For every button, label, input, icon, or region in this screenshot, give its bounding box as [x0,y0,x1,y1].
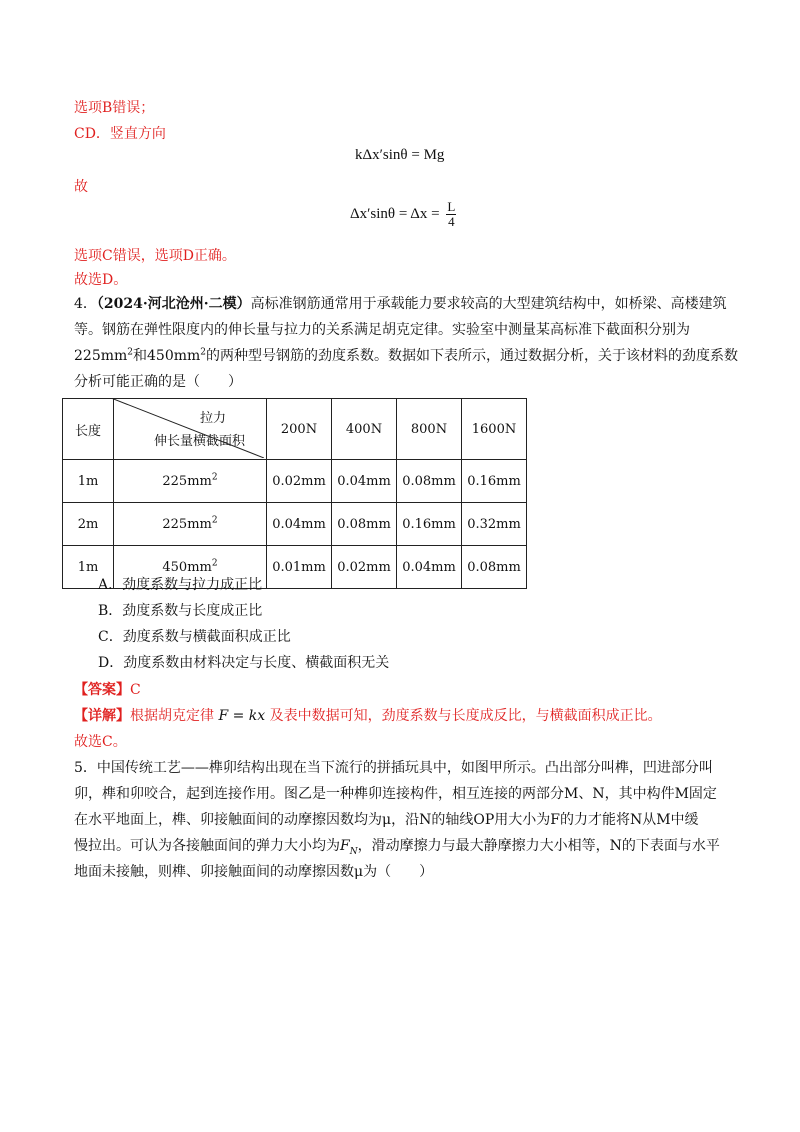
cell-value: 0.02mm [267,460,332,503]
option-cd-result-line: 选项C错误，选项D正确。 [74,248,236,264]
q5-line-4 [74,835,720,857]
cd-vertical-line: CD．竖直方向 [74,126,166,142]
cell-area: $225mm^2$ [114,503,267,546]
header-force-400: 400N [332,399,397,460]
q4-stem-1: 高标准钢筋通常用于承载能力要求较高的大型建筑结构中，如桥梁、高楼建筑 [250,296,727,312]
option-c[interactable]: C．劲度系数与横截面积成正比 [98,629,291,645]
q5-line-4-a: 慢拉出。可认为各接触面间的弹力大小均为 [74,838,340,854]
header-force-1600: 1600N [462,399,527,460]
sup-2: 2 [200,347,207,358]
answer-value: C [130,682,141,698]
cell-value: 0.04mm [332,460,397,503]
cell-value: 0.08mm [397,460,462,503]
detail-text-b: 及表中数据可知，劲度系数与长度成反比，与横截面积成正比。 [269,708,662,724]
area-225: 225mm [74,348,128,364]
cell-area: $225mm^2$ [114,460,267,503]
equation-1: kΔx′sinθ = Mg [355,147,445,163]
cell-value: 0.01mm [267,546,332,589]
cell-area: $450mm^2$ [114,546,267,589]
table-row [63,460,527,503]
option-a[interactable]: A．劲度系数与拉力成正比 [98,577,263,593]
table-row [63,503,527,546]
option-b[interactable]: B．劲度系数与长度成正比 [98,603,263,619]
header-force-800: 800N [397,399,462,460]
cell-value: 0.32mm [462,503,527,546]
fraction-l-over-4 [446,200,456,229]
q4-stem-line-2: 等。钢筋在弹性限度内的伸长量与拉力的关系满足胡克定律。实验室中测量某高标准下截面积分别为 [74,322,690,338]
detail-text-a: 根据胡克定律 [130,708,214,724]
q4-number: 4． [74,296,97,312]
cell-value: 0.08mm [462,546,527,589]
q4-stem-line-4: 分析可能正确的是（ ） [74,374,242,390]
q5-line-4-b: ，滑动摩擦力与最大静摩擦力大小相等，N的下表面与水平 [357,838,720,854]
header-force-200: 200N [267,399,332,460]
q5-line-1: 5．中国传统工艺——榫卯结构出现在当下流行的拼插玩具中，如图甲所示。凸出部分叫榫，凹进部分叫 [74,760,713,776]
header-extension-area: 伸长量横截面积 [154,434,246,449]
q4-stem-line-1 [74,291,727,317]
q4-stem-3: 的两种型号钢筋的劲度系数。数据如下表所示，通过数据分析，关于该材料的劲度系数 [206,348,739,364]
equation-2-left: Δx′sinθ = Δx = [350,205,440,222]
sup-2: 2 [127,347,134,358]
select-d-line: 故选D。 [74,272,128,288]
cell-value: 0.08mm [332,503,397,546]
therefore-line: 故 [74,179,88,195]
q5-line-5: 地面未接触，则榫、卯接触面间的动摩擦因数μ为（ ） [74,864,434,880]
hooke-formula: F = kx [218,708,266,724]
equation-2 [350,200,456,229]
option-b-wrong-line: 选项B错误； [74,100,155,116]
answer-line [74,679,141,699]
header-diagonal-line [111,398,264,458]
fraction-denominator: 4 [448,214,455,229]
q5-line-2: 卯，榫和卯咬合，起到连接作用。图乙是一种榫卯连接构件，相互连接的两部分M、N，其中构件M固定 [74,786,717,802]
answer-tag: 【答案】 [74,682,130,698]
fraction-numerator: L [447,199,456,214]
detail-line [74,705,662,725]
header-length: 长度 [63,399,114,460]
cell-length: 2m [63,503,114,546]
q4-conclusion: 故选C。 [74,734,127,750]
cell-length: 1m [63,460,114,503]
cell-value: 0.16mm [462,460,527,503]
detail-tag: 【详解】 [74,708,130,724]
q5-line-3: 在水平地面上，榫、卯接触面间的动摩擦因数均为μ，沿N的轴线OP用大小为F的力才能将N从M中缓 [74,812,699,828]
cell-value: 0.04mm [267,503,332,546]
q4-stem-line-3 [74,343,738,369]
option-d[interactable]: D．劲度系数由材料决定与长度、横截面积无关 [98,655,390,671]
cell-length: 1m [63,546,114,589]
header-force: 拉力 [200,411,227,426]
cell-value: 0.02mm [332,546,397,589]
q4-source: （2024·河北沧州·二模） [96,296,251,312]
cell-value: 0.04mm [397,546,462,589]
normal-force-symbol: $F_N$ [340,838,358,857]
area-450: 和450mm [133,348,201,364]
cell-value: 0.16mm [397,503,462,546]
